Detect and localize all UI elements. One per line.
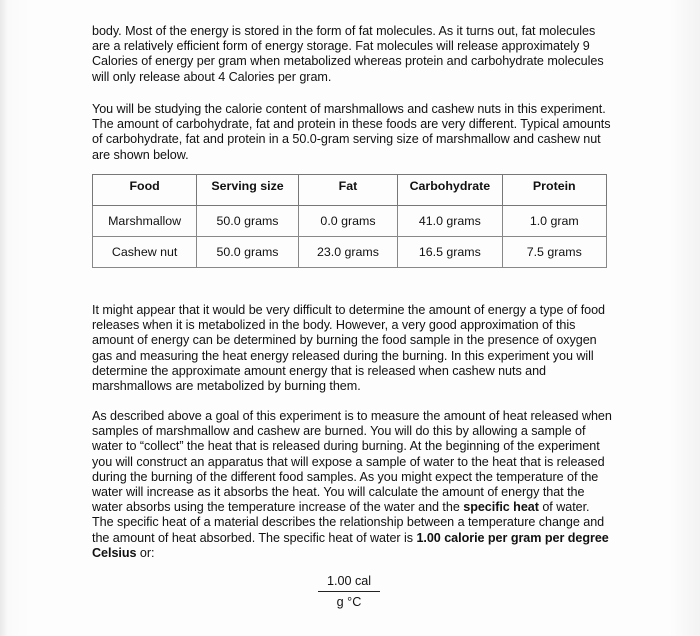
specific-heat-value: 1.00 calorie per gram per degree Celsius: [92, 530, 609, 560]
table-cell: 1.0 gram: [502, 206, 606, 237]
header-carbohydrate: Carbohydrate: [398, 175, 502, 206]
text-run: As described above a goal of this experiment is to measure the amount of heat released when samples of marshmallow and cashew are burned. You will do this by allowing a sample of water to “collect” the heat that is released during burning. At the beginning of the experiment you will construct an apparatus that will expose a sample of water to the heat that is released during the burning of the different food samples. As you might expect the temperature of the water will increase as it absorbs the heat. You will calculate the amount of energy that the water absorbs using the temperature increase of the water and the: [92, 409, 612, 515]
table-cell: 50.0 grams: [197, 206, 299, 237]
paragraph-experiment-intro: [92, 102, 612, 163]
paragraph-energy-storage: [92, 24, 612, 85]
table-row: [93, 206, 607, 237]
paragraph-text: [92, 409, 612, 561]
paragraph-burning-method: [92, 303, 612, 394]
text-run: of water. The specific heat of a material describes the relationship between a temperature change and the amount of heat absorbed. The specific heat of water is: [92, 500, 605, 545]
table-cell: 7.5 grams: [502, 237, 606, 268]
table-row: [93, 237, 607, 268]
paragraph-text: body. Most of the energy is stored in the form of fat molecules. As it turns out, fat molecules are a relatively efficient form of energy storage. Fat molecules will release approximately 9 Calories of energy per gram when metabolized whereas protein and carbohydrate molecules will only release about 4 Calories per gram.: [92, 24, 604, 84]
term-specific-heat: specific heat: [463, 500, 539, 515]
table-cell: 16.5 grams: [398, 237, 502, 268]
table-cell: 41.0 grams: [398, 206, 502, 237]
text-run: or:: [136, 545, 155, 560]
table-cell: 50.0 grams: [197, 237, 299, 268]
header-fat: Fat: [298, 175, 397, 206]
table-header-row: [93, 175, 607, 206]
header-serving-size: Serving size: [197, 175, 299, 206]
paragraph-text: It might appear that it would be very difficult to determine the amount of energy a type of food releases when it is metabolized in the body. However, a very good approximation of this amount of energy can be determined by burning the food sample in the presence of oxygen gas and measuring the heat energy released during the burning. In this experiment you will determine the approximate amount energy that is released when cashew nuts and marshmallows are metabolized by burning them.: [92, 303, 606, 394]
header-protein: Protein: [502, 175, 606, 206]
nutrition-table: [92, 174, 607, 268]
table-cell: 0.0 grams: [298, 206, 397, 237]
header-food: Food: [93, 175, 197, 206]
table-cell: Cashew nut: [93, 237, 197, 268]
specific-heat-fraction: [318, 574, 380, 609]
table-cell: Marshmallow: [93, 206, 197, 237]
paragraph-specific-heat: [92, 409, 612, 561]
fraction-denominator: g °C: [336, 595, 362, 609]
fraction-numerator: 1.00 cal: [318, 574, 380, 592]
table-cell: 23.0 grams: [298, 237, 397, 268]
paragraph-text: You will be studying the calorie content of marshmallows and cashew nuts in this experiment. The amount of carbohydrate, fat and protein in these foods are very different. Typical amounts of carbohydrate, fat and protein in a 50.0-gram serving size of marshmallow and cashew nut are shown below.: [92, 102, 611, 162]
